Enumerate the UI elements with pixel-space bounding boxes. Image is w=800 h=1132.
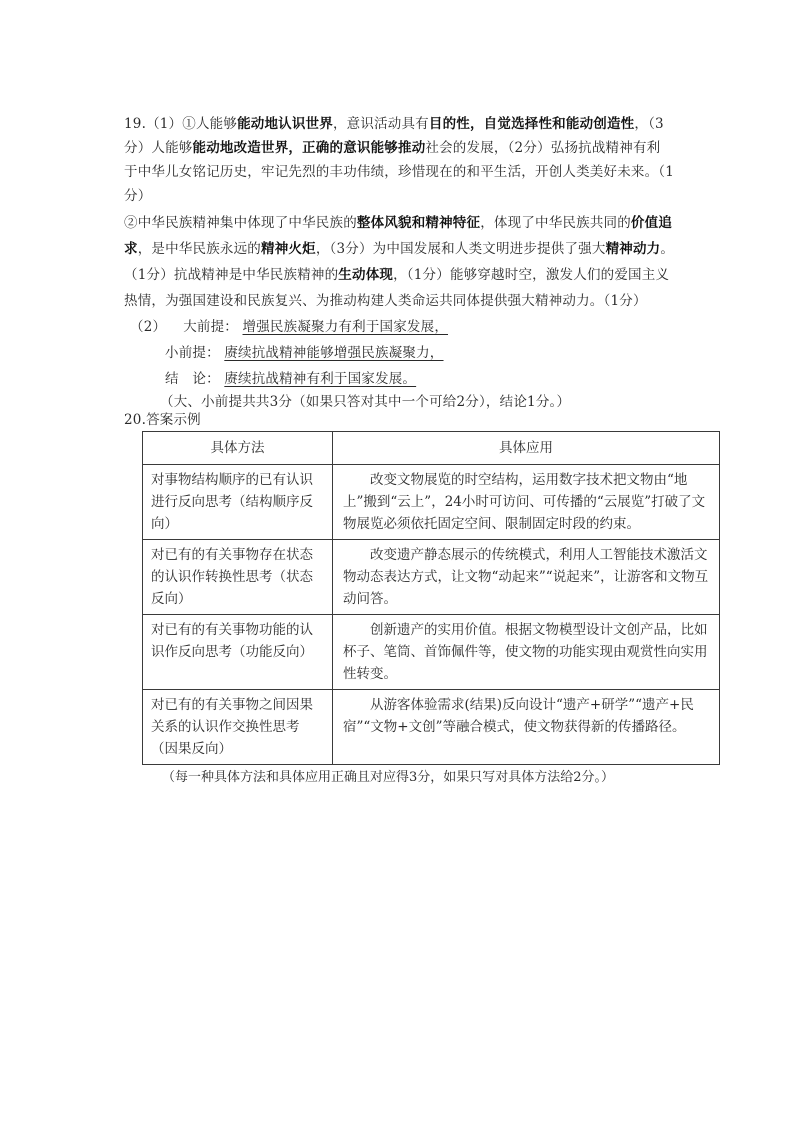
minor-premise: [165, 343, 444, 363]
table-row: [143, 465, 720, 540]
application-cell: 从游客体验需求(结果)反向设计“遗产+研学”“遗产+民宿”“文物+文创”等融合模式，使文物获得新的传播路径。: [333, 690, 720, 765]
q19-p2-line2: 求，是中华民族永远的精神火炬，（3分）为中国发展和人类文明进步提供了强大精神动力。: [124, 241, 675, 257]
answer-table: [142, 431, 720, 765]
table-row: [143, 690, 720, 765]
method-cell: 对已有的有关事物功能的认识作反向思考（功能反向）: [143, 615, 333, 690]
conclusion-text: 赓续抗战精神有利于国家发展。: [224, 371, 417, 387]
part-number: （2）: [130, 319, 167, 335]
minor-premise-text: 赓续抗战精神能够增强民族凝聚力，: [224, 345, 444, 361]
q19-p1-line3: 于中华儿女铭记历史，牢记先烈的丰功伟绩，珍惜现在的和平生活，开创人类美好未来。（1: [124, 164, 675, 180]
table-header-row: [143, 432, 720, 465]
conclusion: [165, 369, 416, 389]
method-cell: 对事物结构顺序的已有认识进行反向思考（结构顺序反向）: [143, 465, 333, 540]
application-cell: 改变遗产静态展示的传统模式，利用人工智能技术激活文物动态表达方式，让文物“动起来”“说起来”，让游客和文物互动问答。: [333, 540, 720, 615]
application-cell: 创新遗产的实用价值。根据文物模型设计文创产品，比如杯子、笔筒、首饰佩件等，使文物的功能实现由观赏性向实用性转变。: [333, 615, 720, 690]
q20-scoring-note: （每一种具体方法和具体应用正确且对应得3分，如果只写对具体方法给2分。）: [162, 770, 615, 785]
q19-p1-line4: 分）: [124, 188, 152, 204]
method-cell: 对已有的有关事物存在状态的认识作转换性思考（状态反向）: [143, 540, 333, 615]
table-row: [143, 540, 720, 615]
method-cell: 对已有的有关事物之间因果关系的认识作交换性思考（因果反向）: [143, 690, 333, 765]
q19-scoring-note: （大、小前提共共3分（如果只答对其中一个可给2分），结论1分。）: [160, 394, 571, 410]
conclusion-label: 结 论：: [165, 371, 220, 387]
header-method: 具体方法: [143, 432, 333, 465]
major-premise-label: 大前提：: [183, 319, 239, 335]
major-premise-text: 增强民族凝聚力有利于国家发展，: [242, 319, 449, 335]
q19-p2-line4: 热情，为强国建设和民族复兴、为推动构建人类命运共同体提供强大精神动力。（1分）: [124, 293, 647, 309]
table-row: [143, 615, 720, 690]
q19-p1-line2: 分）人能够能动地改造世界，正确的意识能够推动社会的发展，（2分）弘扬抗战精神有利: [124, 140, 661, 156]
q19-p2-line1: ②中华民族精神集中体现了中华民族的整体风貌和精神特征，体现了中华民族共同的价值追: [124, 215, 673, 231]
application-cell: 改变文物展览的时空结构，运用数字技术把文物由“地上”搬到“云上”，24小时可访问、可传播的“云展览”打破了文物展览必须依托固定空间、限制固定时段的约束。: [333, 465, 720, 540]
q20-title: 20.答案示例: [124, 412, 201, 428]
header-application: 具体应用: [333, 432, 720, 465]
q19-p2-line3: （1分）抗战精神是中华民族精神的生动体现，（1分）能够穿越时空，激发人们的爱国主义: [124, 267, 670, 283]
minor-premise-label: 小前提：: [165, 345, 220, 361]
q19-p1-line1: 19.（1）①人能够能动地认识世界，意识活动具有目的性，自觉选择性和能动创造性，（3: [124, 116, 664, 132]
major-premise: [130, 317, 448, 337]
